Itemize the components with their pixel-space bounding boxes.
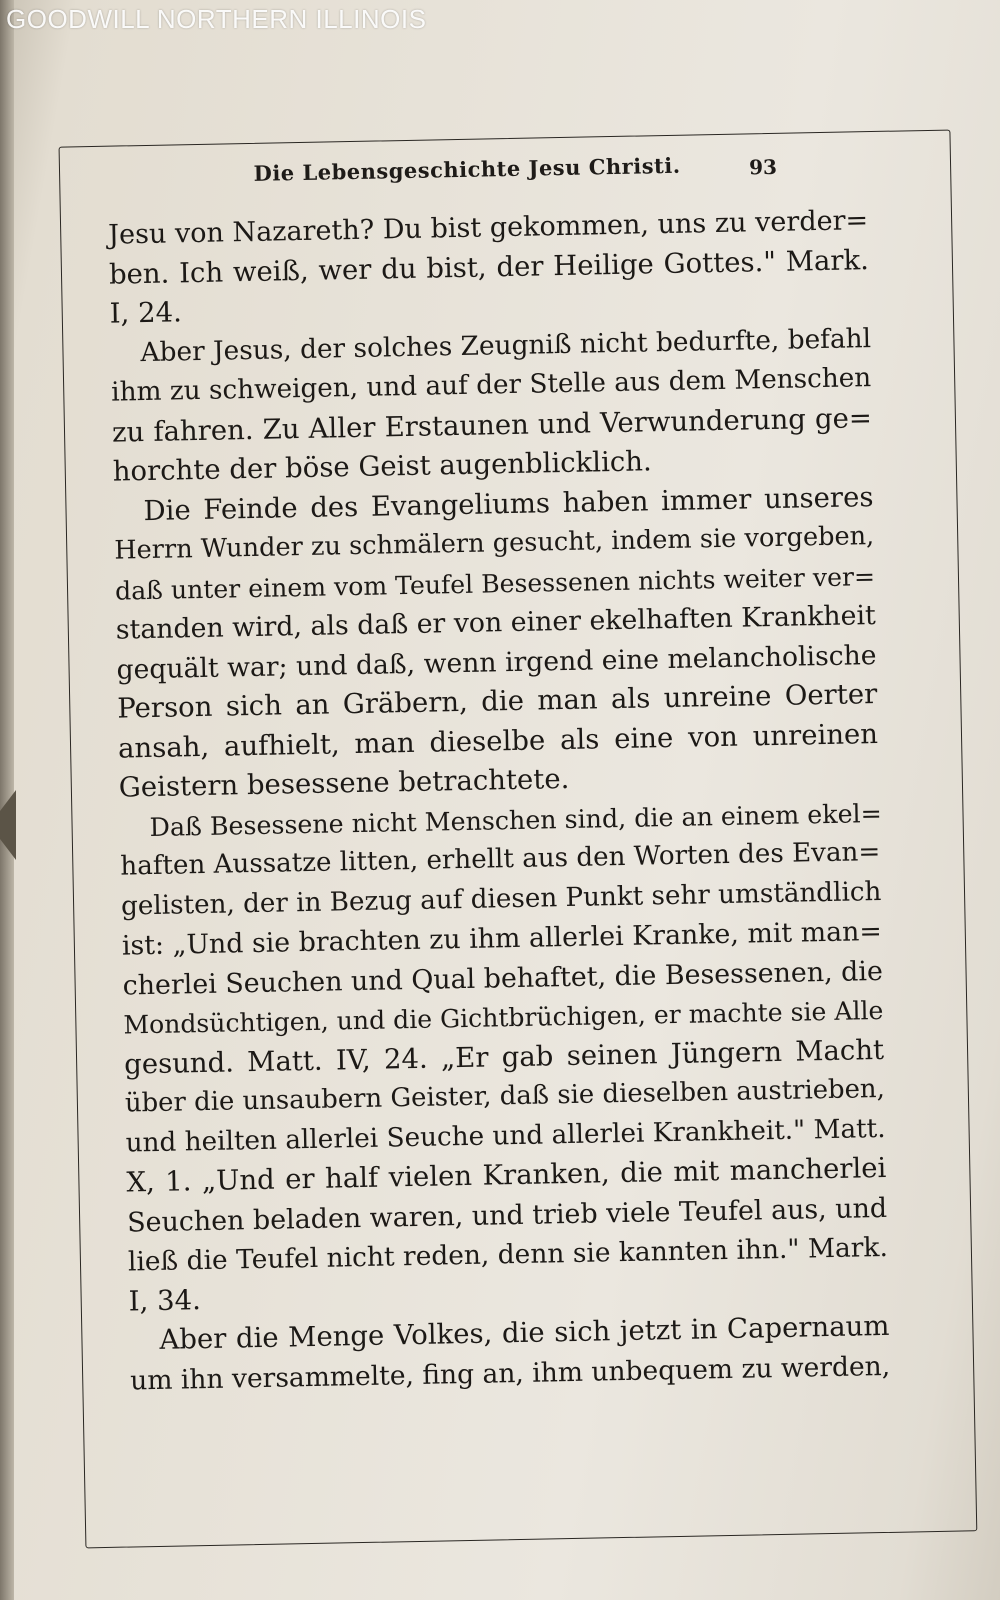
text-line: cherlei Seuchen und Qual behaftet, die Besessenen, die bbox=[122, 955, 884, 1002]
paragraph bbox=[119, 794, 889, 1322]
text-line: gequält war; und daß, wenn irgend eine melancholische bbox=[116, 639, 877, 686]
text-line: X, 1. „Und er half vielen Kranken, die mit mancherlei bbox=[126, 1151, 887, 1199]
text-line: I, 24. bbox=[109, 296, 183, 330]
paragraph bbox=[108, 201, 870, 334]
text-line: über die unsaubern Geister, daß sie dieselben austrieben, bbox=[124, 1073, 886, 1119]
text-line: Die Feinde des Evangeliums haben immer unseres bbox=[143, 480, 874, 527]
text-line: ist: „Und sie brachten zu ihm allerlei Kranke, mit man= bbox=[121, 915, 883, 962]
text-line: Person sich an Gräbern, die man als unreine Oerter bbox=[117, 678, 878, 725]
text-line: Herrn Wunder zu schmälern gesucht, indem sie vorgeben, bbox=[114, 521, 875, 566]
body-text bbox=[108, 201, 891, 1400]
text-line: ihm zu schweigen, und auf der Stelle aus dem Menschen bbox=[110, 363, 872, 408]
text-line: ließ die Teufel nicht reden, denn sie kannten ihn." Mark. bbox=[127, 1231, 889, 1278]
paragraph bbox=[129, 1307, 890, 1401]
text-line: gelisten, der in Bezug auf diesen Punkt sehr umständlich bbox=[120, 876, 882, 922]
text-line: Mondsüchtigen, und die Gichtbrüchigen, er machte sie Alle bbox=[123, 995, 884, 1040]
paragraph bbox=[113, 478, 879, 809]
text-line: gesund. Matt. IV, 24. „Er gab seinen Jüngern Macht bbox=[123, 1033, 885, 1081]
text-line: Geistern besessene betrachtete. bbox=[118, 762, 570, 804]
text-line: daß unter einem vom Teufel Besessenen nichts weiter ver= bbox=[114, 561, 876, 606]
text-line: Aber die Menge Volkes, die sich jetzt in Capernaum bbox=[159, 1309, 890, 1356]
text-line: haften Aussatze litten, erhellt aus den Worten des Evan= bbox=[120, 836, 881, 882]
text-line: horchte der böse Geist augenblicklich. bbox=[112, 445, 653, 488]
text-line: Seuchen beladen waren, und trieb viele Teufel aus, und bbox=[126, 1192, 888, 1239]
running-head: Die Lebensgeschichte Jesu Christi. bbox=[253, 152, 681, 186]
text-line: und heilten allerlei Seuche und allerlei Krankheit." Matt. bbox=[125, 1113, 886, 1159]
text-line: Daß Besessene nicht Menschen sind, die an einem ekel= bbox=[149, 798, 883, 842]
text-line: ben. Ich weiß, wer du bist, der Heilige Gottes." Mark. bbox=[108, 243, 870, 291]
text-line: ansah, aufhielt, man dieselbe als eine von unreinen bbox=[117, 717, 879, 765]
text-line: I, 34. bbox=[128, 1283, 202, 1317]
printed-page bbox=[26, 99, 1000, 1587]
text-line: Aber Jesus, der solches Zeugniß nicht bedurfte, befahl bbox=[140, 323, 872, 368]
page-number: 93 bbox=[748, 154, 778, 180]
paragraph bbox=[110, 320, 873, 493]
text-line: zu fahren. Zu Aller Erstaunen und Verwunderung ge= bbox=[111, 401, 873, 449]
text-line: um ihn versammelte, fing an, ihm unbequem zu werden, bbox=[129, 1350, 891, 1396]
text-line: Jesu von Nazareth? Du bist gekommen, uns zu verder= bbox=[107, 205, 869, 251]
seller-watermark: GOODWILL NORTHERN ILLINOIS bbox=[6, 4, 427, 34]
text-line: standen wird, als daß er von einer ekelhaften Krankheit bbox=[115, 600, 877, 646]
